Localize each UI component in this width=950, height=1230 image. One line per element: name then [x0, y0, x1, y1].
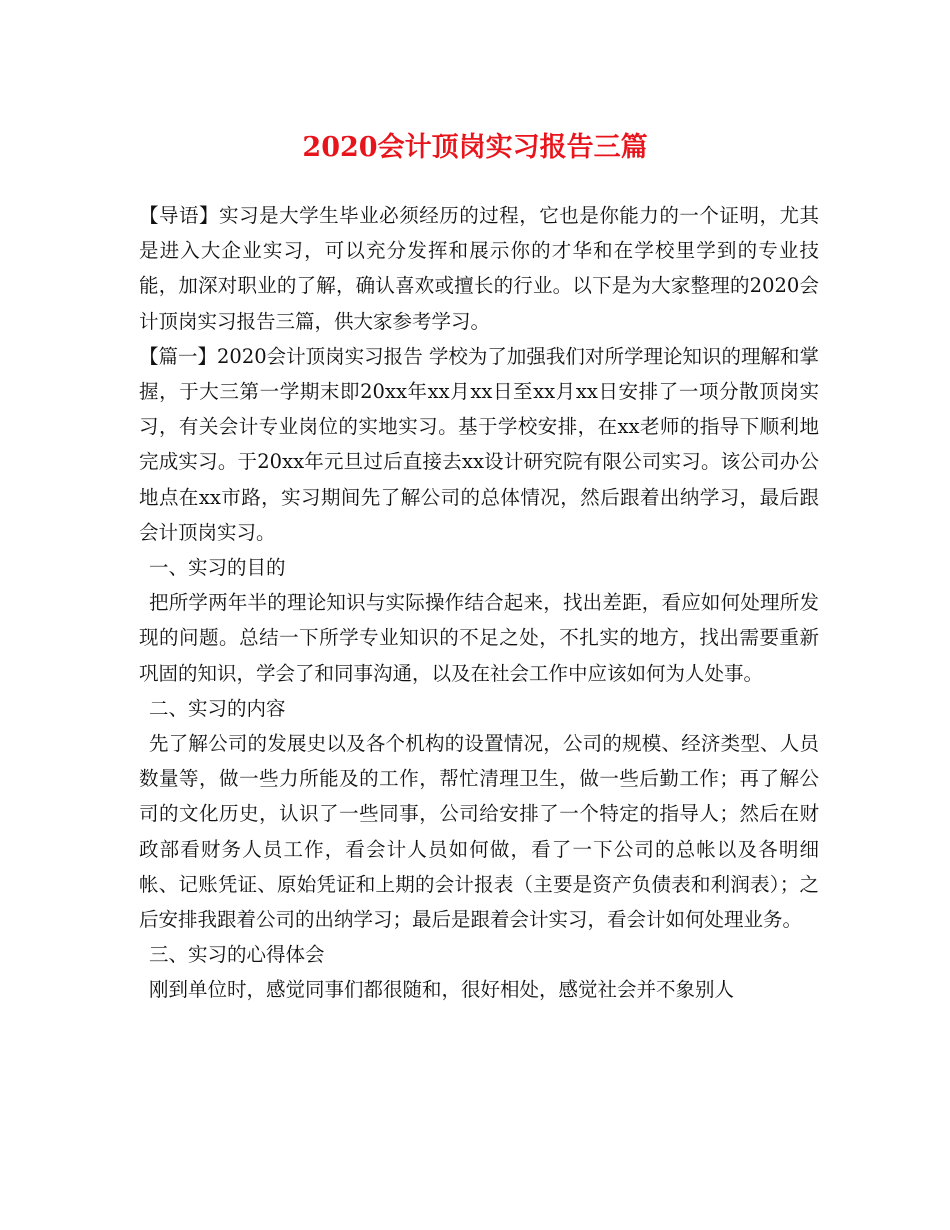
part-one-paragraph: 【篇一】2020会计顶岗实习报告 学校为了加强我们对所学理论知识的理解和掌握，于大三第一学期末即20xx年xx月xx日至xx月xx日安排了一项分散顶岗实习，有关会计专业岗位的实地实习。基于学校安排，在xx老师的指导下顺利地完成实习。于20xx年元旦过后直接去xx设计研究院有限公司实习。该公司办公地点在xx市路，实习期间先了解公司的总体情况，然后跟着出纳学习，最后跟会计顶岗实习。 — [139, 344, 819, 544]
document-body — [139, 198, 819, 1008]
document-title: 2020会计顶岗实习报告三篇 — [302, 132, 648, 163]
section-heading-experience: 三、实习的心得体会 — [149, 943, 325, 967]
experience-paragraph: 刚到单位时，感觉同事们都很随和，很好相处，感觉社会并不象别人 — [149, 978, 735, 1002]
section-heading-content: 二、实习的内容 — [149, 696, 286, 720]
content-paragraph: 先了解公司的发展史以及各个机构的设置情况，公司的规模、经济类型、人员数量等，做一些力所能及的工作，帮忙清理卫生，做一些后勤工作；再了解公司的文化历史，认识了一些同事，公司给安排了一个特定的指导人；然后在财政部看财务人员工作，看会计人员如何做，看了一下公司的总帐以及各明细帐、记账凭证、原始凭证和上期的会计报表（主要是资产负债表和利润表）；之后安排我跟着公司的出纳学习；最后是跟着会计实习，看会计如何处理业务。 — [139, 732, 819, 932]
purpose-paragraph: 把所学两年半的理论知识与实际操作结合起来，找出差距，看应如何处理所发现的问题。总结一下所学专业知识的不足之处，不扎实的地方，找出需要重新巩固的知识，学会了和同事沟通，以及在社会工作中应该如何为人处事。 — [139, 591, 819, 685]
section-heading-purpose: 一、实习的目的 — [149, 556, 286, 580]
intro-paragraph: 【导语】实习是大学生毕业必须经历的过程，它也是你能力的一个证明，尤其是进入大企业实习，可以充分发挥和展示你的才华和在学校里学到的专业技能，加深对职业的了解，确认喜欢或擅长的行业。以下是为大家整理的2020会计顶岗实习报告三篇，供大家参考学习。 — [139, 204, 819, 333]
